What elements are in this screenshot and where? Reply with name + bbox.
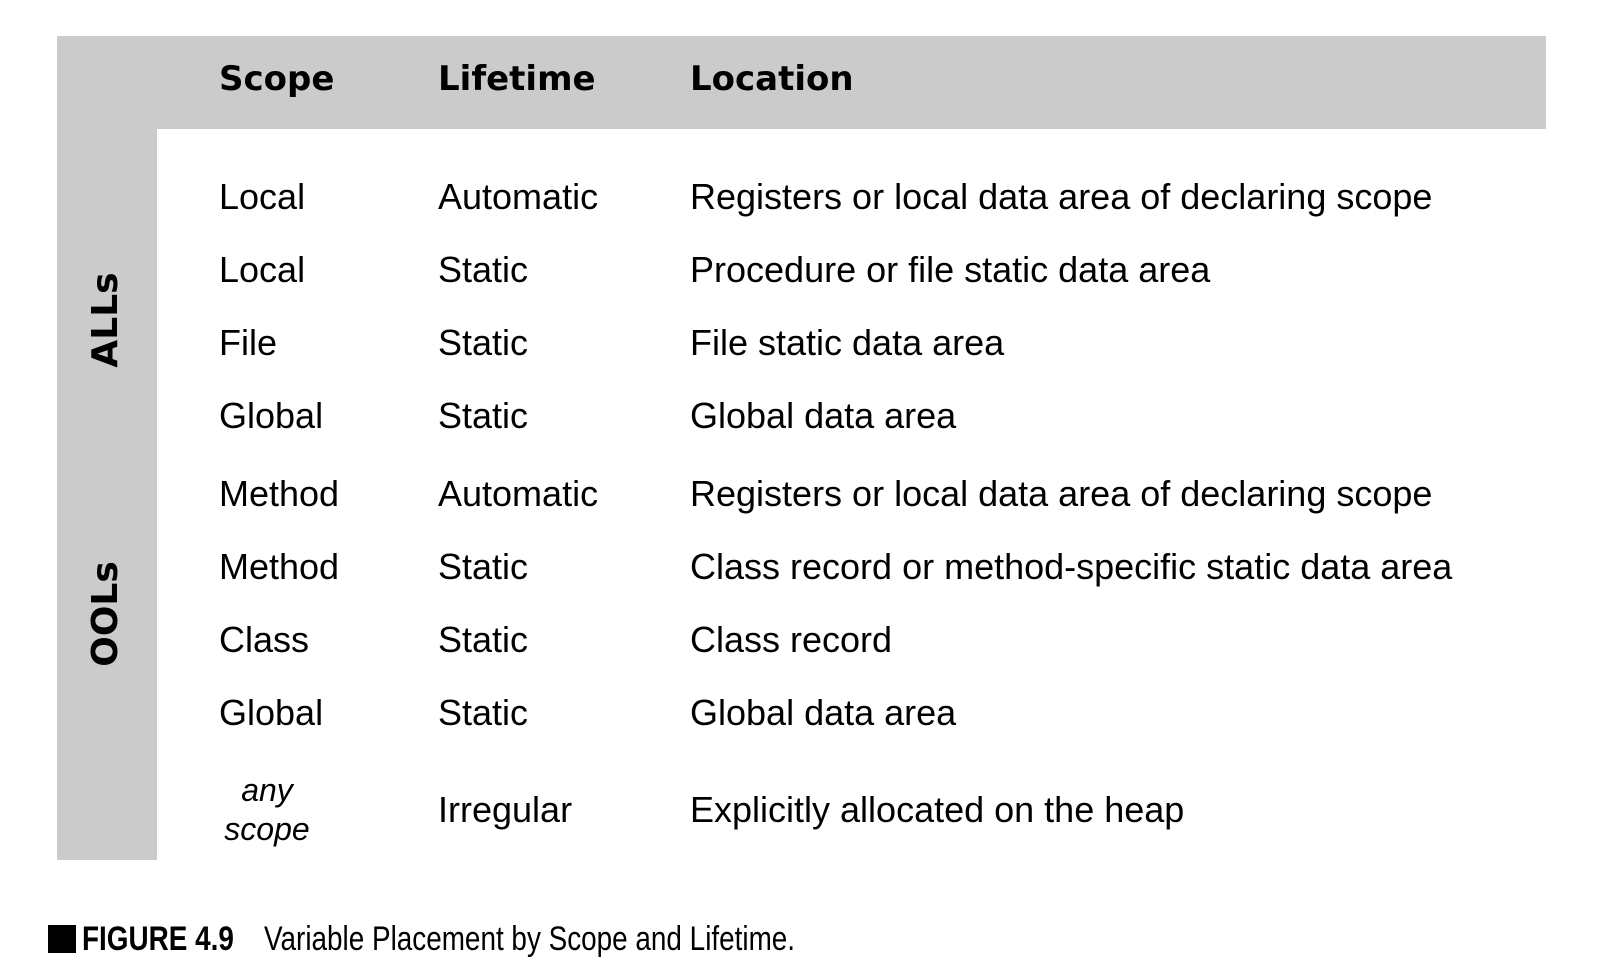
cell-lifetime: Automatic [438, 473, 599, 514]
cell-scope: Global [219, 395, 324, 436]
table-row [0, 615, 1598, 665]
cell-location: Class record [690, 619, 893, 660]
header-lifetime: Lifetime [438, 59, 596, 99]
cell-location: File static data area [690, 322, 1005, 363]
table-row [0, 245, 1598, 295]
table-row [0, 688, 1598, 738]
group-label-alls: ALLs [85, 272, 126, 368]
cell-location: Class record or method-specific static data area [690, 546, 1453, 587]
cell-location: Global data area [690, 692, 957, 733]
cell-lifetime: Static [438, 546, 529, 587]
header-scope: Scope [219, 59, 335, 99]
cell-location: Global data area [690, 395, 957, 436]
cell-scope: Class [219, 619, 310, 660]
square-bullet-icon [48, 925, 76, 953]
cell-scope: Method [219, 473, 340, 514]
table-row [0, 771, 1598, 847]
figure-caption [48, 922, 912, 956]
group-label-ools: OOLs [85, 561, 126, 667]
table-row [0, 318, 1598, 368]
cell-lifetime: Static [438, 692, 529, 733]
cell-scope: File [219, 322, 278, 363]
cell-scope: Local [219, 249, 306, 290]
cell-lifetime: Static [438, 619, 529, 660]
cell-location: Procedure or file static data area [690, 249, 1211, 290]
cell-lifetime: Static [438, 322, 529, 363]
table-row [0, 542, 1598, 592]
cell-location: Registers or local data area of declaring scope [690, 473, 1433, 514]
cell-location: Registers or local data area of declaring scope [690, 176, 1433, 217]
figure-number: FIGURE 4.9 [82, 920, 234, 958]
table-row [0, 391, 1598, 441]
cell-scope: Local [219, 176, 306, 217]
header-location: Location [690, 59, 854, 99]
cell-lifetime: Automatic [438, 176, 599, 217]
cell-scope: any scope [224, 771, 310, 847]
cell-scope: Global [219, 692, 324, 733]
cell-lifetime: Static [438, 395, 529, 436]
cell-scope: Method [219, 546, 340, 587]
caption-text: Variable Placement by Scope and Lifetime. [264, 920, 796, 958]
cell-lifetime: Irregular [438, 789, 573, 830]
table-row [0, 469, 1598, 519]
table-row [0, 172, 1598, 222]
cell-location: Explicitly allocated on the heap [690, 789, 1185, 830]
cell-lifetime: Static [438, 249, 529, 290]
